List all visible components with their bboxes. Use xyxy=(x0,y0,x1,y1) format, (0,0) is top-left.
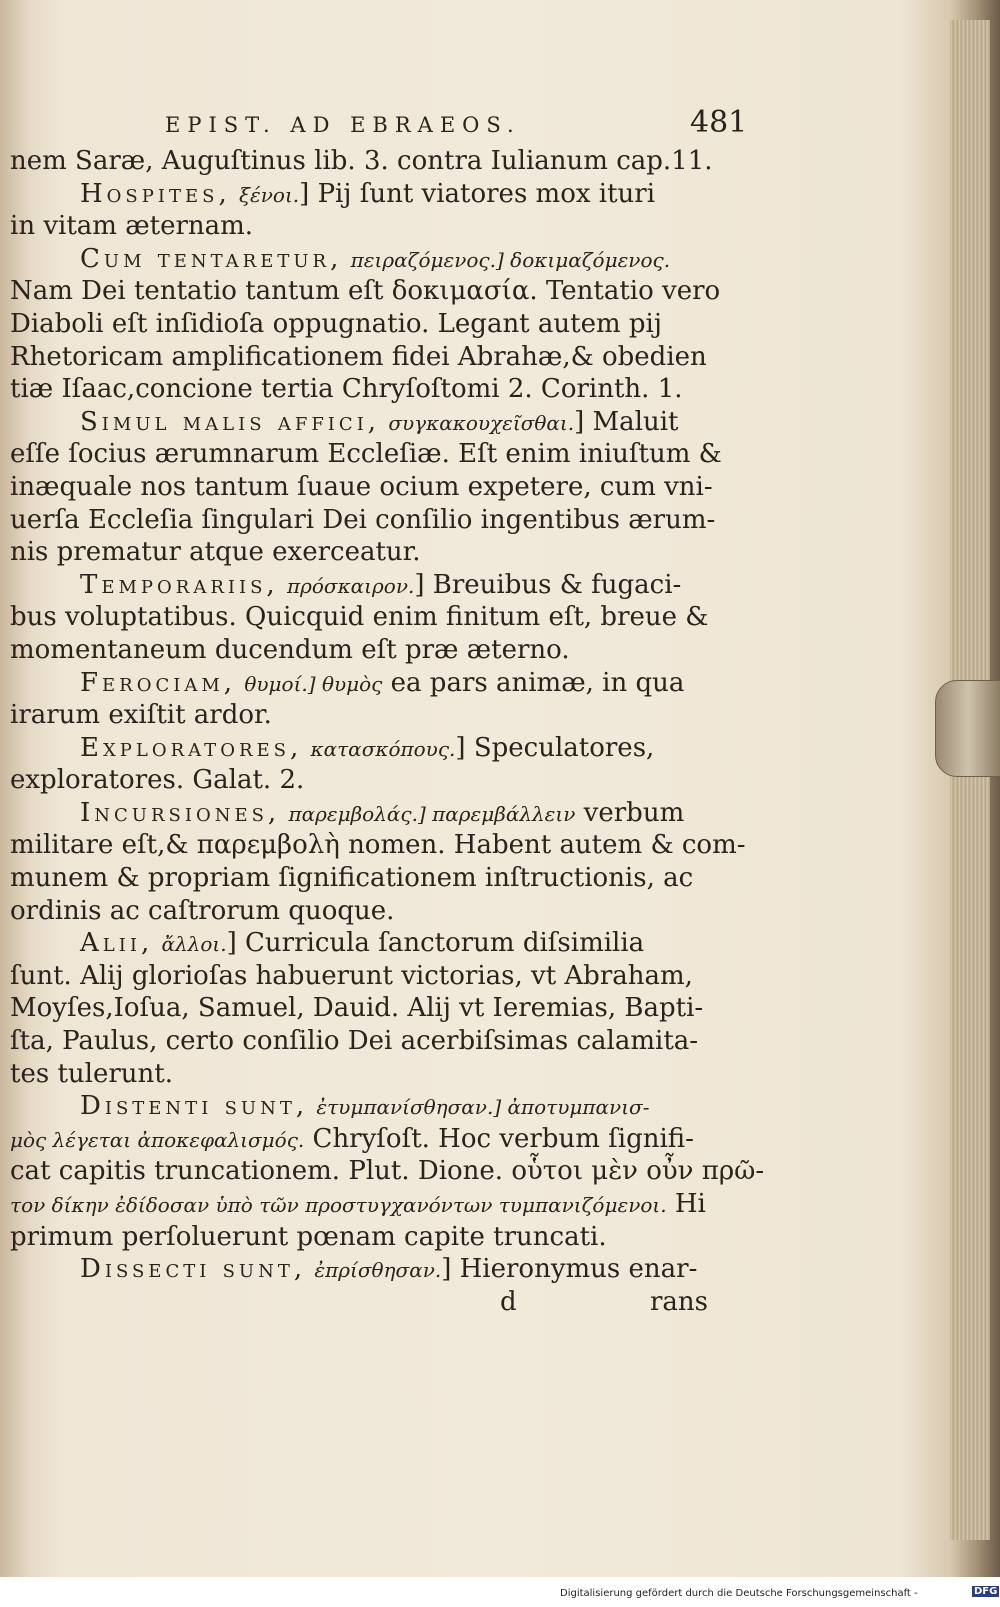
text-line xyxy=(10,699,735,732)
latin-text: Chryſoſt. Hoc verbum ſignifi- xyxy=(304,1123,694,1154)
text-line xyxy=(10,1221,735,1254)
latin-text: ] Speculatores, xyxy=(455,732,655,763)
text-line xyxy=(10,960,735,993)
signature-mark: d xyxy=(500,1286,517,1317)
catchword: rans xyxy=(650,1286,709,1317)
body-text xyxy=(10,145,765,1286)
latin-text: Moyſes,Ioſua, Samuel, Dauid. Alij vt Ieremias, Bapti- xyxy=(10,993,704,1024)
lemma: Cum tentaretur, xyxy=(80,243,343,274)
greek-term: συγκακουχεῖσθαι. xyxy=(388,410,575,435)
latin-text: ea pars animæ, in qua xyxy=(382,667,685,698)
text-line xyxy=(10,471,735,504)
greek-term: ἐτυμπανίσθησαν.] ἀποτυμπανισ- xyxy=(316,1095,650,1120)
latin-text: militare eſt,& παρεμβολὴ nomen. Habent autem & com- xyxy=(10,830,746,861)
text-line xyxy=(10,308,735,341)
latin-text: in vitam æternam. xyxy=(10,211,254,242)
greek-term: κατασκόπους. xyxy=(310,736,456,761)
latin-text: eſſe ſocius ærumnarum Eccleſiæ. Eſt enim iniuſtum & xyxy=(10,439,722,470)
text-line xyxy=(10,634,735,667)
latin-text: tiæ Iſaac,concione tertia Chryſoſtomi 2. Corinth. 1. xyxy=(10,374,683,405)
page-header xyxy=(10,105,748,145)
latin-text: nis prematur atque exerceatur. xyxy=(10,537,421,568)
latin-text: Nam Dei tentatio tantum eſt δοκιμασία. Tentatio vero xyxy=(10,276,721,307)
latin-text: ] Breuibus & fugaci- xyxy=(414,569,682,600)
text-line xyxy=(10,406,735,439)
latin-text: Rhetoricam amplificationem fidei Abrahæ,& obedien xyxy=(10,341,707,372)
latin-text: Hi xyxy=(666,1189,706,1219)
catch-line xyxy=(10,1286,735,1319)
lemma: Ferociam, xyxy=(80,667,237,698)
text-line xyxy=(10,536,735,569)
latin-text: verbum xyxy=(575,797,685,828)
latin-text: ſunt. Alij glorioſas habuerunt victorias, vt Abraham, xyxy=(10,960,693,991)
text-line xyxy=(10,862,735,895)
text-line xyxy=(10,243,735,276)
latin-text: ] Pij ſunt viatores mox ituri xyxy=(299,178,656,209)
text-line xyxy=(10,145,735,178)
greek-term: θυμοί.] θυμὸς xyxy=(244,671,383,696)
latin-text: ] Hieronymus enar- xyxy=(441,1254,698,1285)
lemma: Dissecti sunt, xyxy=(80,1254,307,1285)
lemma: Hospites, xyxy=(80,178,231,209)
text-line xyxy=(10,1058,735,1091)
text-line xyxy=(10,438,735,471)
latin-text: tes tulerunt. xyxy=(10,1058,173,1089)
text-line xyxy=(10,1188,735,1221)
latin-text: munem & propriam ſignificationem inſtructionis, ac xyxy=(10,863,694,894)
digitization-credit: Digitalisierung gefördert durch die Deutsche Forschungsgemeinschaft - xyxy=(560,1588,918,1599)
text-line xyxy=(10,1155,765,1188)
book-clasp xyxy=(935,680,1000,777)
greek-term: μὸς λέγεται ἀποκεφαλισμός. xyxy=(10,1127,305,1152)
text-line xyxy=(10,569,735,602)
latin-text: Diaboli eſt inſidioſa oppugnatio. Legant autem pij xyxy=(10,308,662,339)
text-line xyxy=(10,895,735,928)
greek-term: ξένοι. xyxy=(239,182,300,207)
text-line xyxy=(10,1123,735,1156)
text-line xyxy=(10,797,735,830)
greek-term: πρόσκαιρον. xyxy=(286,573,415,598)
dfg-logo: DFG xyxy=(974,1586,998,1597)
text-line xyxy=(10,732,735,765)
latin-text: cat capitis truncationem. Plut. Dione. οὗτοι μὲν οὖν πρῶ- xyxy=(10,1156,765,1187)
text-line xyxy=(10,178,735,211)
latin-text: inæquale nos tantum ſuaue ocium expetere, cum vni- xyxy=(10,471,713,502)
latin-text: ſta, Paulus, certo conſilio Dei acerbiſsimas calamita- xyxy=(10,1026,699,1057)
text-line xyxy=(10,210,735,243)
lemma: Distenti sunt, xyxy=(80,1091,309,1122)
page-edges xyxy=(950,20,990,1540)
latin-text: uerſa Eccleſia ſingulari Dei conſilio ingentibus ærum- xyxy=(10,504,716,535)
latin-text: momentaneum ducendum eſt præ æterno. xyxy=(10,634,570,665)
latin-text: ] Maluit xyxy=(574,406,679,437)
running-head: EPIST. AD EBRAEOS. xyxy=(165,113,521,137)
greek-term: παρεμβολάς.] παρεμβάλλειν xyxy=(288,801,576,826)
latin-text: exploratores. Galat. 2. xyxy=(10,765,305,796)
latin-text: nem Saræ, Auguſtinus lib. 3. contra Iulianum cap.11. xyxy=(10,146,713,176)
greek-term: τον δίκην ἐδίδοσαν ὑπὸ τῶν προστυγχανόντων τυμπανιζόμενοι. xyxy=(10,1193,667,1217)
latin-text: irarum exiſtit ardor. xyxy=(10,700,272,731)
text-line xyxy=(10,667,735,700)
text-line xyxy=(10,1090,735,1123)
latin-text: primum perſoluerunt pœnam capite truncati. xyxy=(10,1221,607,1252)
text-line xyxy=(10,1025,735,1058)
text-line xyxy=(10,829,746,862)
greek-term: ἐπρίσθησαν. xyxy=(314,1258,442,1283)
text-line xyxy=(10,504,735,537)
text-line xyxy=(10,1253,735,1286)
lemma: Temporariis, xyxy=(80,569,279,600)
text-line xyxy=(10,275,735,308)
text-line xyxy=(10,373,735,406)
text-block xyxy=(10,105,765,1318)
text-line xyxy=(10,601,735,634)
latin-text: ] Curricula ſanctorum diſsimilia xyxy=(226,928,645,959)
text-line xyxy=(10,341,735,374)
latin-text: ordinis ac caſtrorum quoque. xyxy=(10,895,395,926)
text-line xyxy=(10,927,735,960)
lemma: Alii, xyxy=(80,928,154,959)
lemma: Incursiones, xyxy=(80,797,281,828)
lemma: Exploratores, xyxy=(80,732,303,763)
lemma: Simul malis affici, xyxy=(80,406,381,437)
text-line xyxy=(10,764,735,797)
greek-term: ἄλλοι. xyxy=(161,932,227,957)
text-line xyxy=(10,992,735,1025)
greek-term: πειραζόμενος.] δοκιμαζόμενος. xyxy=(350,247,671,272)
latin-text: bus voluptatibus. Quicquid enim finitum eſt, breue & xyxy=(10,602,709,633)
page-number: 481 xyxy=(690,105,748,140)
